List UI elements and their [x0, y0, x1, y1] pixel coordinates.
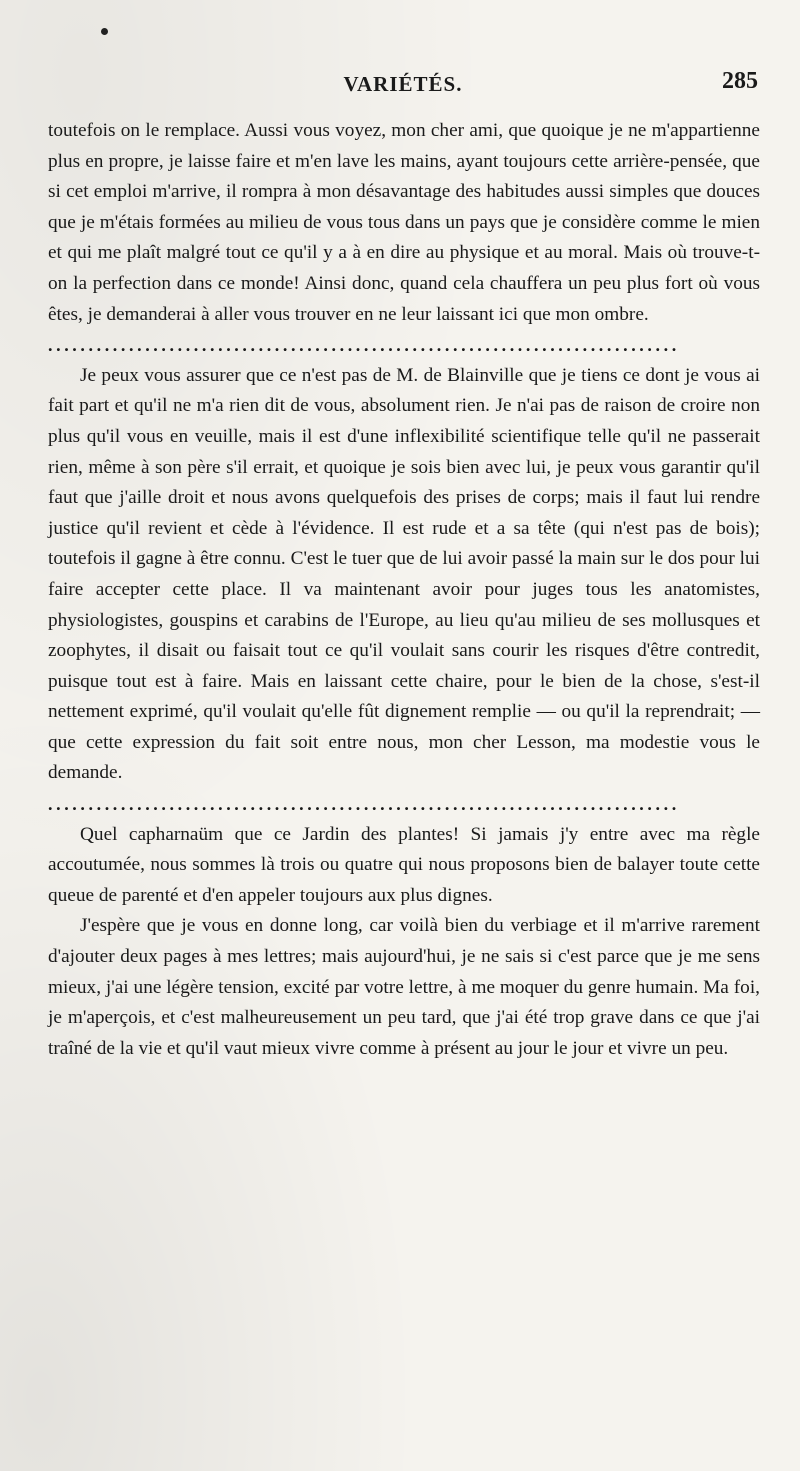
paragraph-4: J'espère que je vous en donne long, car voilà bien du verbiage et il m'arrive rarement d'ajouter deux pages à mes lettres; mais aujourd'hui, je ne sais si c'est parce que je me sens mieux, j'ai une légère tension, excité par votre lettre, à me moquer du genre humain. Ma foi, je m'aperçois, et c'est malheureusement un peu tard, que j'ai été trop grave dans ce que j'ai traîné de la vie et qu'il vaut mieux vivre comme à présent au jour le jour et vivre un peu. [48, 915, 760, 1059]
page-number: 285 [722, 68, 758, 94]
paragraph-2: Je peux vous assurer que ce n'est pas de M. de Blainville que je tiens ce dont je vous ai fait part et qu'il ne m'a rien dit de vous, absolument rien. Je n'ai pas de raison de croire non plus qu'il vous en veuille, mais il est d'une inflexibilité scientifique telle qu'il ne passerait rien, même à son père s'il errait, et quoique je sois bien avec lui, je peux vous garantir qu'il faut que j'aille droit et nous avons quelquefois des prises de corps; mais il faut lui rendre justice qu'il revient et cède à l'évidence. Il est rude et a sa tête (qui n'est pas de bois); toutefois il gagne à être connu. C'est le tuer que de lui avoir passé la main sur le dos pour lui faire accepter cette place. Il va maintenant avoir pour juges tous les anatomistes, physiologistes, gouspins et carabins de l'Europe, au lieu qu'au milieu de ses mollusques et zoophytes, il disait ou faisait tout ce qu'il voulait sans courir les risques d'être contredit, puisque tout est à faire. Mais en laissant cette chaire, pour le bien de la chose, s'est-il nettement exprimé, qu'il voulait qu'elle fût dignement remplie — ou qu'il la reprendrait; — que cette expression du fait soit entre nous, mon cher Lesson, ma modestie vous le demande. [48, 364, 760, 784]
page-header [48, 68, 758, 108]
paragraph-1: toutefois on le remplace. Aussi vous voyez, mon cher ami, que quoique je ne m'appartienne plus en propre, je laisse faire et m'en lave les mains, ayant toujours cette arrière-pensée, que si cet emploi m'arrive, il rompra à mon désavantage des habitudes aussi simples que douces que je m'étais formées au milieu de vous tous dans un pays que je considère comme le mien et qui me plaît malgré tout ce qu'il y a à en dire au physique et au moral. Mais où trouve-t-on la perfection dans ce monde! Ainsi donc, quand cela chauffera un peu plus fort où vous êtes, je demanderai à aller vous trouver en ne leur laissant ici que mon ombre. [48, 120, 760, 325]
paragraph-3: Quel capharnaüm que ce Jardin des plantes! Si jamais j'y entre avec ma règle accoutumée, nous sommes là trois ou quatre qui nous proposons bien de balayer toute cette queue de parenté et d'en appeler toujours aux plus dignes. [48, 823, 760, 906]
ink-dot [101, 28, 108, 35]
dotted-separator-1: .............................................................................. [48, 335, 680, 356]
running-title: VARIÉTÉS. [343, 72, 463, 96]
dotted-separator-2: .............................................................................. [48, 794, 680, 815]
body-text [48, 116, 760, 1064]
